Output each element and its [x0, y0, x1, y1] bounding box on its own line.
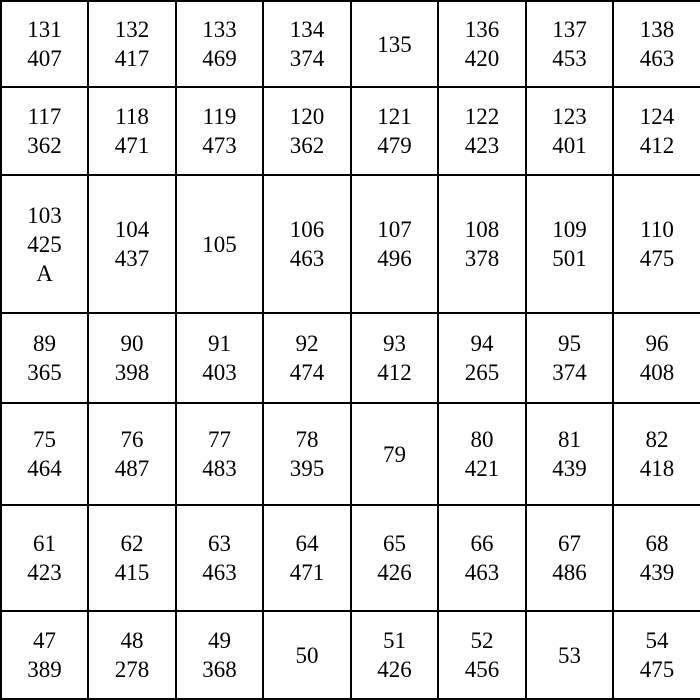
cell-id: 49	[208, 628, 231, 653]
cell-value: 368	[202, 657, 237, 682]
cell-value: 483	[202, 456, 237, 481]
grid-cell	[88, 175, 176, 313]
cell-value: 412	[377, 360, 412, 385]
grid-cell	[1, 175, 88, 313]
grid-cell	[613, 87, 700, 175]
cell-id: 77	[208, 427, 231, 452]
grid-cell	[1, 87, 88, 175]
grid-cell	[176, 87, 263, 175]
cell-value: 401	[552, 133, 587, 158]
grid-cell	[88, 313, 176, 403]
cell-value: 453	[552, 46, 587, 71]
cell-id: 108	[464, 217, 500, 242]
grid-cell	[613, 611, 700, 699]
grid-cell	[88, 1, 176, 87]
cell-value: 486	[552, 560, 587, 585]
grid-cell	[263, 403, 351, 505]
grid-cell	[351, 87, 438, 175]
cell-value: 408	[639, 360, 675, 385]
cell-id: 123	[552, 104, 587, 129]
cell-id: 67	[558, 531, 581, 556]
grid-cell	[438, 87, 526, 175]
cell-id: 95	[558, 331, 581, 356]
cell-value: 374	[552, 360, 587, 385]
cell-id: 135	[377, 31, 412, 57]
cell-id: 75	[33, 427, 56, 452]
cell-id: 91	[208, 331, 231, 356]
grid-cell	[526, 87, 613, 175]
cell-value: 464	[27, 456, 62, 481]
grid-row	[1, 505, 700, 611]
cell-id: 103	[27, 202, 62, 228]
cell-id: 62	[120, 531, 144, 556]
cell-value: 471	[289, 560, 325, 585]
cell-value: 421	[464, 456, 500, 481]
cell-value: 418	[639, 456, 675, 481]
grid-row	[1, 313, 700, 403]
grid-cell	[613, 1, 700, 87]
cell-id: 132	[114, 17, 150, 42]
grid-cell	[438, 611, 526, 699]
grid-cell	[613, 505, 700, 611]
grid-cell	[263, 87, 351, 175]
cell-id: 80	[470, 427, 494, 452]
cell-id: 107	[377, 217, 412, 242]
grid-cell	[1, 313, 88, 403]
cell-id: 90	[120, 331, 144, 356]
grid-row	[1, 1, 700, 87]
cell-id: 137	[552, 17, 587, 42]
grid-cell	[526, 1, 613, 87]
grid-row	[1, 403, 700, 505]
grid-cell	[438, 403, 526, 505]
cell-id: 53	[558, 642, 581, 668]
cell-value: 437	[114, 246, 150, 271]
cell-value: 423	[464, 133, 500, 158]
grid-cell	[526, 175, 613, 313]
cell-value: 423	[27, 560, 62, 585]
cell-value: 403	[202, 360, 237, 385]
grid-cell	[438, 1, 526, 87]
cell-id: 92	[295, 331, 319, 356]
grid-cell	[613, 313, 700, 403]
cell-value: 475	[639, 246, 675, 271]
cell-id: 68	[645, 531, 669, 556]
cell-id: 48	[120, 628, 144, 653]
cell-id: 82	[645, 427, 669, 452]
grid-row	[1, 87, 700, 175]
cell-value: 425	[27, 231, 62, 257]
cell-value: 374	[289, 46, 325, 71]
cell-value: 501	[552, 246, 587, 271]
cell-value: 426	[377, 657, 412, 682]
grid-cell	[176, 1, 263, 87]
cell-id: 93	[383, 331, 406, 356]
cell-value: 439	[552, 456, 587, 481]
grid-cell	[88, 87, 176, 175]
grid-cell	[613, 175, 700, 313]
cell-id: 117	[27, 104, 62, 129]
cell-id: 106	[289, 217, 325, 242]
grid-cell	[88, 505, 176, 611]
grid-cell	[1, 403, 88, 505]
grid-cell	[526, 403, 613, 505]
cell-id: 65	[383, 531, 406, 556]
cell-value: 487	[114, 456, 150, 481]
cell-id: 81	[558, 427, 581, 452]
cell-value: 456	[464, 657, 500, 682]
cell-id: 119	[202, 104, 237, 129]
cell-value: 278	[114, 657, 150, 682]
cell-value: 415	[114, 560, 150, 585]
grid-cell	[263, 505, 351, 611]
cell-id: 66	[470, 531, 494, 556]
cell-id: 133	[202, 17, 237, 42]
grid-cell	[176, 313, 263, 403]
cell-id: 94	[470, 331, 494, 356]
grid-cell	[176, 403, 263, 505]
cell-id: 118	[115, 104, 149, 129]
grid-cell	[526, 611, 613, 699]
grid-row	[1, 175, 700, 313]
cell-value: 469	[202, 46, 237, 71]
cell-value: 420	[464, 46, 500, 71]
cell-id: 136	[464, 17, 500, 42]
grid-cell	[351, 175, 438, 313]
cell-id: 105	[202, 231, 237, 257]
cell-id: 51	[383, 628, 406, 653]
cell-id: 122	[464, 104, 500, 129]
grid-cell	[526, 313, 613, 403]
grid-cell	[263, 175, 351, 313]
cell-id: 50	[295, 642, 319, 668]
cell-id: 47	[33, 628, 56, 653]
cell-value: 362	[27, 133, 62, 158]
cell-id: 120	[289, 104, 325, 129]
cell-value: 463	[289, 246, 325, 271]
cell-id: 79	[383, 441, 406, 467]
cell-id: 121	[377, 104, 412, 129]
cell-value: 365	[27, 360, 62, 385]
grid-cell	[263, 611, 351, 699]
grid-body	[1, 1, 700, 699]
cell-id: 96	[645, 331, 669, 356]
cell-value: 463	[202, 560, 237, 585]
grid-row	[1, 611, 700, 699]
cell-id: 89	[33, 331, 56, 356]
cell-value: 412	[639, 133, 675, 158]
cell-id: 61	[33, 531, 56, 556]
cell-id: 76	[120, 427, 144, 452]
cell-id: 54	[645, 628, 669, 653]
grid-cell	[613, 403, 700, 505]
cell-id: 131	[27, 17, 62, 42]
cell-value: 426	[377, 560, 412, 585]
grid-cell	[176, 505, 263, 611]
cell-id: 63	[208, 531, 231, 556]
cell-value: 471	[114, 133, 150, 158]
cell-id: 124	[639, 104, 675, 129]
grid-cell	[438, 175, 526, 313]
grid-cell	[351, 313, 438, 403]
cell-id: 64	[295, 531, 319, 556]
cell-id: 134	[289, 17, 325, 42]
cell-value: 439	[639, 560, 675, 585]
cell-value: 407	[27, 46, 62, 71]
cell-id: 78	[295, 427, 319, 452]
cell-id: 104	[114, 217, 150, 242]
cell-id: 138	[639, 17, 675, 42]
grid-cell	[438, 505, 526, 611]
cell-value: 473	[202, 133, 237, 158]
grid-cell	[438, 313, 526, 403]
grid-cell	[263, 1, 351, 87]
grid-cell	[1, 505, 88, 611]
cell-value: 265	[464, 360, 500, 385]
cell-id: 52	[470, 628, 494, 653]
cell-value: 378	[464, 246, 500, 271]
grid-cell	[176, 175, 263, 313]
cell-value: 496	[377, 246, 412, 271]
grid-cell	[351, 611, 438, 699]
cell-value: 395	[289, 456, 325, 481]
cell-value: 463	[464, 560, 500, 585]
cell-tag: A	[36, 260, 53, 286]
cell-value: 389	[27, 657, 62, 682]
cell-value: 463	[639, 46, 675, 71]
grid-cell	[176, 611, 263, 699]
grid-cell	[526, 505, 613, 611]
grid-cell	[1, 1, 88, 87]
grid-cell	[1, 611, 88, 699]
grid-cell	[351, 403, 438, 505]
grid-cell	[88, 403, 176, 505]
cell-value: 475	[639, 657, 675, 682]
cell-value: 362	[289, 133, 325, 158]
cell-id: 110	[640, 217, 674, 242]
cell-value: 474	[289, 360, 325, 385]
cell-value: 479	[377, 133, 412, 158]
grid-cell	[351, 505, 438, 611]
grid-cell	[88, 611, 176, 699]
cell-value: 417	[114, 46, 150, 71]
cell-value: 398	[114, 360, 150, 385]
grid-cell	[351, 1, 438, 87]
cell-id: 109	[552, 217, 587, 242]
grid-cell	[263, 313, 351, 403]
